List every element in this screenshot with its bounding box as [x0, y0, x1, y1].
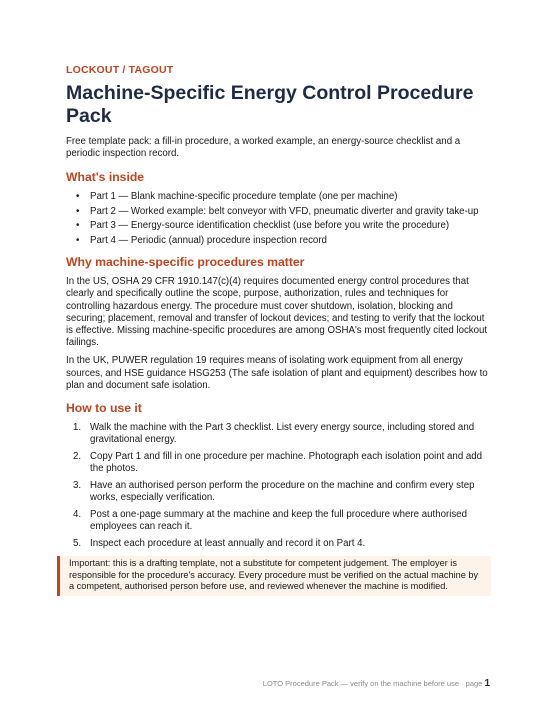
- bullet-icon: •: [76, 234, 80, 246]
- bullet-icon: •: [76, 191, 80, 203]
- whats-inside-heading: What's inside: [66, 170, 145, 185]
- step-number: 4.: [73, 508, 82, 520]
- step-number: 3.: [73, 479, 82, 491]
- list-item: [66, 509, 491, 533]
- important-callout: Important: this is a drafting template, not a substitute for competent judgement. The employer is responsible for the procedure's accuracy. Every procedure must be verified on the actual machine by a competent, authorised person before use, and reviewed whenever the machine is modified.: [57, 556, 491, 596]
- page-number: 1: [484, 678, 490, 689]
- step-text: Copy Part 1 and fill in one procedure per machine. Photograph each isolation point and add the photos.: [90, 450, 483, 475]
- footer-text: LOTO Procedure Pack — verify on the machine before use · page: [262, 679, 483, 688]
- step-number: 2.: [73, 450, 82, 462]
- whats-inside-list: [66, 191, 491, 247]
- intro-paragraph: Free template pack: a fill-in procedure, a worked example, an energy-source checklist and a periodic inspection record.: [66, 136, 461, 160]
- bullet-icon: •: [76, 205, 80, 217]
- list-item: [66, 538, 491, 550]
- list-item: [66, 220, 491, 232]
- bullet-icon: •: [76, 220, 80, 232]
- how-to-use-heading: How to use it: [66, 400, 142, 415]
- why-heading: Why machine-specific procedures matter: [66, 255, 305, 270]
- step-text: Inspect each procedure at least annually and record it on Part 4.: [90, 537, 366, 549]
- why-paragraph-us: In the US, OSHA 29 CFR 1910.147(c)(4) requires documented energy control procedures that clearly and specifically outline the scope, purpose, authorization, rules and techniques for controlling hazardous energy. The procedure must cover shutdown, isolation, blocking and securing; placement, removal and transfer of lockout devices; and testing to verify that the lockout is effective. Missing machine-specific procedures are among OSHA's most frequently cited lockout failings.: [66, 276, 488, 349]
- document-page: [66, 64, 491, 596]
- page-footer: [263, 678, 490, 689]
- list-item: [66, 191, 491, 203]
- section-kicker: LOCKOUT / TAGOUT: [66, 64, 174, 76]
- steps-list: [66, 422, 491, 550]
- list-item-text: Part 2 — Worked example: belt conveyor with VFD, pneumatic diverter and gravity take-up: [90, 205, 479, 217]
- step-text: Have an authorised person perform the procedure on the machine and confirm every step works, especially verification.: [90, 479, 475, 503]
- why-paragraph-uk: In the UK, PUWER regulation 19 requires means of isolating work equipment from all energy sources, and HSE guidance HSG253 (The safe isolation of plant and equipment) describes how to plan and document safe isolation.: [66, 355, 488, 391]
- list-item: [66, 235, 491, 247]
- step-number: 5.: [73, 537, 82, 549]
- step-text: Walk the machine with the Part 3 checklist. List every energy source, including stored and gravitational energy.: [90, 421, 475, 446]
- list-item: [66, 206, 491, 218]
- step-number: 1.: [73, 421, 82, 433]
- page-title: Machine-Specific Energy Control Procedure Pack: [66, 82, 474, 127]
- list-item: [66, 480, 491, 504]
- list-item-text: Part 4 — Periodic (annual) procedure inspection record: [90, 234, 327, 246]
- step-text: Post a one-page summary at the machine and keep the full procedure where authorised employees can reach it.: [90, 508, 467, 532]
- list-item: [66, 422, 491, 446]
- list-item: [66, 451, 491, 475]
- list-item-text: Part 3 — Energy-source identification checklist (use before you write the procedure): [90, 220, 450, 232]
- list-item-text: Part 1 — Blank machine-specific procedure template (one per machine): [90, 191, 398, 203]
